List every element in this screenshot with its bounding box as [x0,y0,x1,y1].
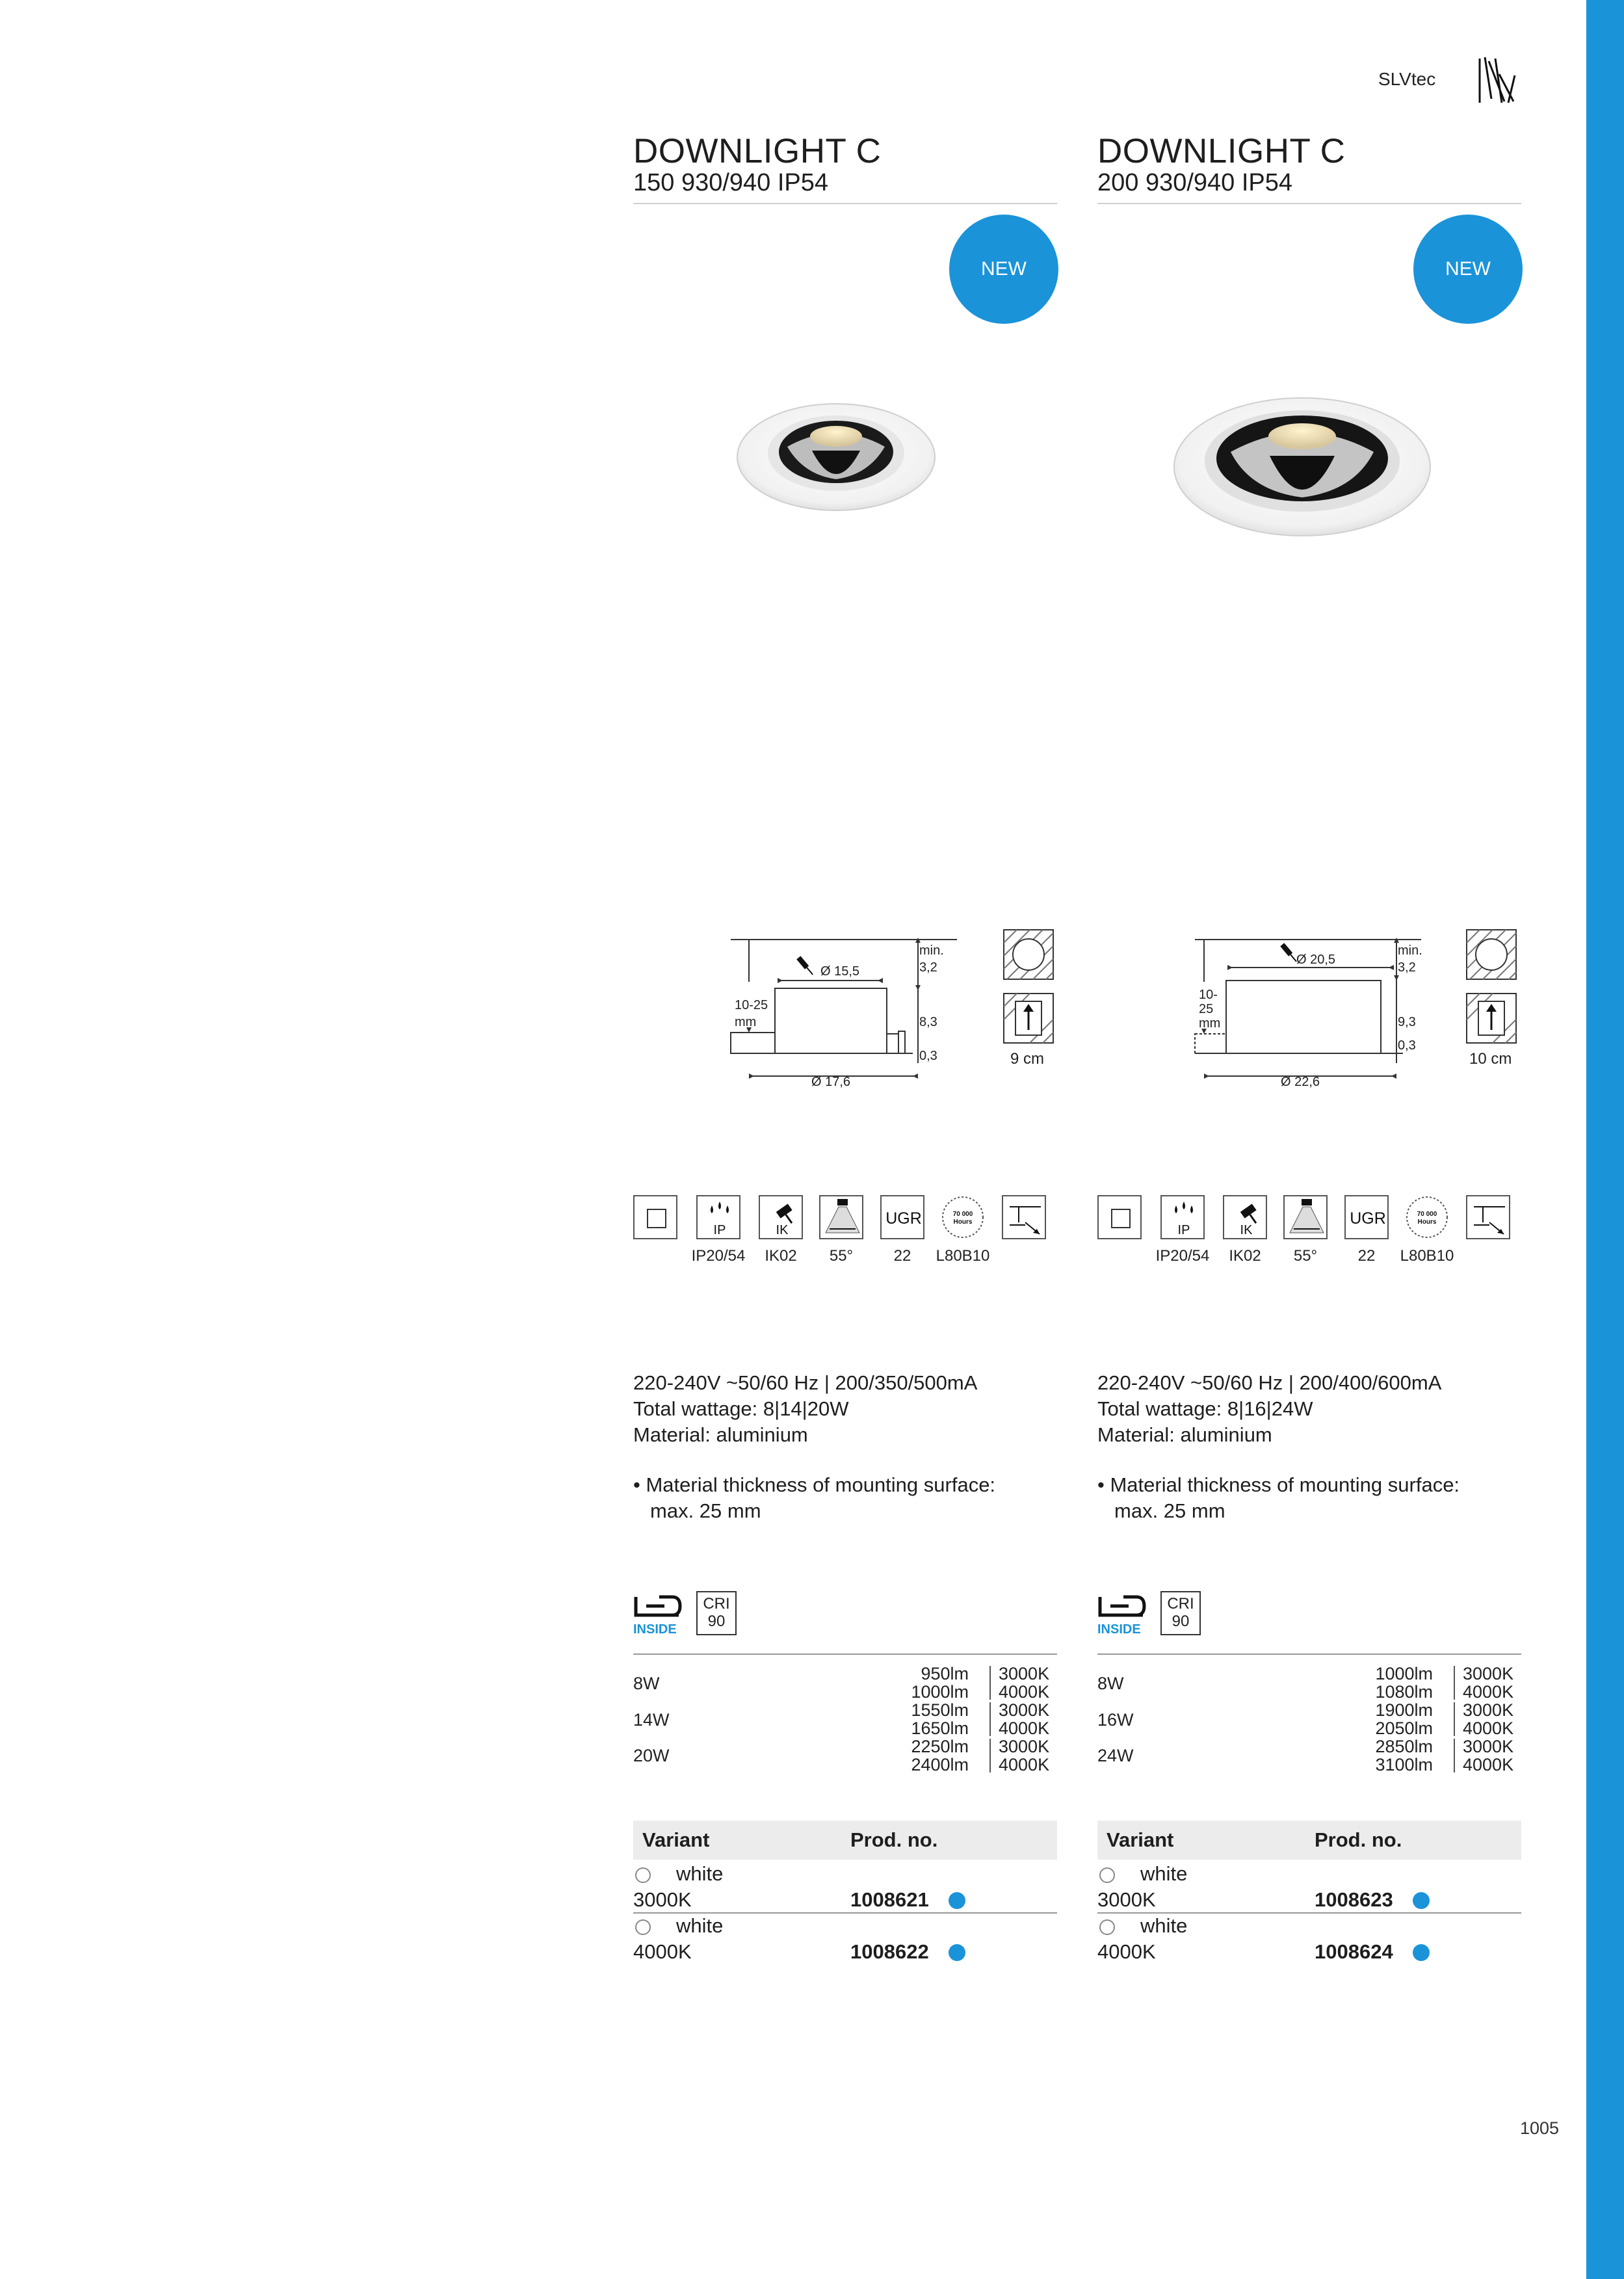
dim-min-label: min. [1398,943,1422,958]
protection-class-icon [633,1195,677,1239]
lumen-watt: 14W [633,1710,670,1730]
variant-temp: 4000K [1097,1940,1156,1963]
svg-text:IK: IK [1240,1223,1253,1237]
product-image [1172,393,1432,543]
lumen-value: 1650lm [911,1719,969,1738]
lumen-value: 2400lm [911,1755,969,1774]
lumen-value: 1550lm [911,1700,969,1720]
dim-min-value: 3,2 [919,960,937,975]
product-title: DOWNLIGHT C [633,132,882,170]
ip-rating-icon [1160,1195,1205,1239]
dim-min-value: 3,2 [1398,960,1416,975]
dim-outer-diameter: Ø 22,6 [1281,1075,1320,1089]
product-number: 1008623 [1315,1888,1393,1911]
lumen-value: 2850lm [1375,1737,1433,1756]
lumen-value: 950lm [921,1664,969,1683]
svg-text:Hours: Hours [1417,1219,1437,1226]
color-temp: 3000K [1463,1700,1514,1720]
dim-top-diameter: Ø 20,5 [1296,953,1336,967]
lumen-value: 1900lm [1375,1700,1433,1720]
lumen-watt: 8W [633,1674,660,1693]
ik-rating-icon [759,1195,803,1239]
lumen-value: 1000lm [1375,1664,1433,1683]
beam-angle-label: 55° [1293,1247,1318,1265]
feature-icons [1097,1195,1521,1273]
order-dot-icon [949,1892,965,1909]
lumen-separator [989,1666,991,1700]
prod-no-header: Prod. no. [850,1828,938,1851]
product-subtitle: 150 930/940 IP54 [633,169,829,196]
cri-value: 90 [1172,1613,1190,1630]
color-temp: 3000K [999,1664,1050,1683]
lifetime-label: L80B10 [1400,1247,1454,1265]
color-temp: 4000K [1463,1682,1514,1702]
beam-angle-icon [819,1195,863,1239]
product-number: 1008622 [850,1940,929,1963]
white-swatch-icon [635,1867,651,1883]
lifetime-hours-icon [1405,1195,1449,1239]
ceiling-depth-icon [1467,994,1516,1043]
product-number: 1008624 [1315,1940,1393,1963]
ugr-icon [1344,1195,1389,1239]
spec-wattage: Total wattage: 8|14|20W [633,1397,849,1420]
beam-angle-label: 55° [829,1247,854,1265]
color-temp: 4000K [1463,1719,1514,1738]
white-swatch-icon [635,1919,651,1935]
spec-bullet-cont: max. 25 mm [1114,1499,1225,1522]
dim-height: 8,3 [919,1015,937,1029]
color-temp: 3000K [1463,1737,1514,1756]
lumen-separator [1454,1702,1455,1736]
svg-text:IP: IP [1177,1223,1190,1237]
lumen-table-divider [633,1653,1057,1655]
lifetime-label: L80B10 [936,1247,990,1265]
accent-sidebar [1586,0,1624,2279]
led-inside-icon [633,1593,685,1639]
lumen-value: 1080lm [1375,1682,1433,1702]
beam-angle-icon [1283,1195,1328,1239]
lumen-table-divider [1097,1653,1521,1655]
ugr-label: 22 [893,1247,911,1265]
dimension-drawing [633,910,1057,1125]
variant-divider [1097,1912,1521,1914]
dimension-drawing [1097,910,1521,1125]
round-cutout-icon [1004,930,1053,979]
new-badge: NEW [1413,215,1523,324]
protection-class-icon [1097,1195,1142,1239]
lumen-value: 2050lm [1375,1719,1433,1738]
dim-flange: 0,3 [1398,1038,1416,1053]
variant-temp: 4000K [633,1940,692,1963]
dim-mounting: 10-25 [735,998,768,1012]
color-temp: 3000K [1463,1664,1514,1683]
variant-table-header [1097,1821,1521,1860]
color-temp: 4000K [999,1719,1050,1738]
spec-material: Material: aluminium [1097,1423,1272,1446]
lumen-value: 1000lm [911,1682,969,1702]
color-temp: 4000K [1463,1755,1514,1774]
lumen-watt: 24W [1097,1746,1134,1765]
spec-bullet: • Material thickness of mounting surface: [1097,1473,1460,1496]
cri-label: CRI [703,1595,730,1613]
cutout-size: 10 cm [1469,1050,1512,1068]
lifetime-hours-icon [941,1195,985,1239]
svg-text:70 000: 70 000 [1417,1211,1437,1218]
variant-divider [633,1912,1057,1914]
dim-top-diameter: Ø 15,5 [820,964,860,979]
lumen-watt: 16W [1097,1710,1134,1730]
lumen-value: 2250lm [911,1737,969,1756]
ugr-icon [880,1195,924,1239]
led-inside-icon [1097,1593,1149,1639]
lumen-watt: 20W [633,1746,670,1765]
ik-rating-icon [1223,1195,1267,1239]
order-dot-icon [1413,1892,1430,1909]
color-temp: 3000K [999,1700,1050,1720]
svg-text:IK: IK [776,1223,789,1237]
ip-label: IP20/54 [1155,1247,1210,1265]
lumen-watt: 8W [1097,1674,1124,1693]
product-title: DOWNLIGHT C [1097,132,1346,170]
variant-color: white [1140,1862,1188,1885]
lumen-separator [1454,1666,1455,1700]
cutout-size: 9 cm [1010,1050,1045,1068]
variant-color: white [676,1862,724,1885]
variant-color: white [676,1914,724,1937]
feature-icons [633,1195,1057,1273]
svg-text:70 000: 70 000 [952,1211,973,1218]
brand-name: SLVtec [1378,69,1436,89]
variant-temp: 3000K [1097,1888,1156,1911]
light-beam-icon [796,956,815,976]
dim-mounting: 25 [1199,1002,1214,1016]
color-temp: 4000K [999,1682,1050,1702]
ik-label: IK02 [1229,1247,1261,1265]
variant-header: Variant [642,1828,710,1851]
new-badge: NEW [949,215,1058,324]
product-image [735,400,937,517]
svg-text:IP: IP [713,1223,726,1237]
dim-min-label: min. [919,943,944,958]
svg-text:UGR: UGR [885,1209,922,1228]
prod-no-header: Prod. no. [1315,1828,1402,1851]
cri-badge [696,1591,737,1635]
title-divider [633,203,1057,204]
white-swatch-icon [1099,1867,1115,1883]
order-dot-icon [1413,1944,1430,1961]
variant-color: white [1140,1914,1188,1937]
dim-mounting-unit: mm [735,1015,757,1029]
round-cutout-icon [1467,930,1516,979]
lumen-separator [1454,1739,1455,1772]
title-divider [1097,203,1521,204]
order-dot-icon [949,1944,965,1961]
dim-flange: 0,3 [919,1049,937,1063]
spec-bullet: • Material thickness of mounting surface: [633,1473,996,1496]
product-number: 1008621 [850,1888,929,1911]
svg-text:Hours: Hours [953,1219,973,1226]
ik-label: IK02 [765,1247,797,1265]
svg-text:INSIDE: INSIDE [1097,1622,1141,1636]
ceiling-depth-icon [1004,994,1053,1043]
spec-material: Material: aluminium [633,1423,808,1446]
page-number: 1005 [1520,2118,1560,2138]
cri-value: 90 [707,1613,726,1630]
variant-header: Variant [1107,1828,1174,1851]
cri-badge [1160,1591,1201,1635]
color-temp: 4000K [999,1755,1050,1774]
color-temp: 3000K [999,1737,1050,1756]
adjustable-icon [1002,1195,1046,1239]
variant-temp: 3000K [633,1888,692,1911]
lumen-separator [989,1739,991,1772]
light-beam-icon [1280,943,1298,963]
svg-text:INSIDE: INSIDE [633,1622,677,1636]
variant-table-header [633,1821,1057,1860]
spec-electrical: 220-240V ~50/60 Hz | 200/400/600mA [1097,1371,1442,1394]
product-subtitle: 200 930/940 IP54 [1097,169,1293,196]
dim-mounting-unit: mm [1199,1016,1221,1031]
lumen-value: 3100lm [1375,1755,1433,1774]
cri-label: CRI [1167,1595,1194,1613]
ugr-label: 22 [1357,1247,1376,1265]
dim-outer-diameter: Ø 17,6 [811,1075,851,1089]
product-column-1 [633,0,1057,2279]
product-column-2 [1097,0,1521,2279]
spec-electrical: 220-240V ~50/60 Hz | 200/350/500mA [633,1371,978,1394]
spec-wattage: Total wattage: 8|16|24W [1097,1397,1313,1420]
svg-text:UGR: UGR [1350,1209,1386,1228]
adjustable-icon [1466,1195,1510,1239]
dim-height: 9,3 [1398,1015,1416,1029]
dim-mounting: 10- [1199,988,1218,1002]
white-swatch-icon [1099,1919,1115,1935]
ip-rating-icon [696,1195,740,1239]
lumen-separator [989,1702,991,1736]
spec-bullet-cont: max. 25 mm [650,1499,761,1522]
ip-label: IP20/54 [691,1247,746,1265]
